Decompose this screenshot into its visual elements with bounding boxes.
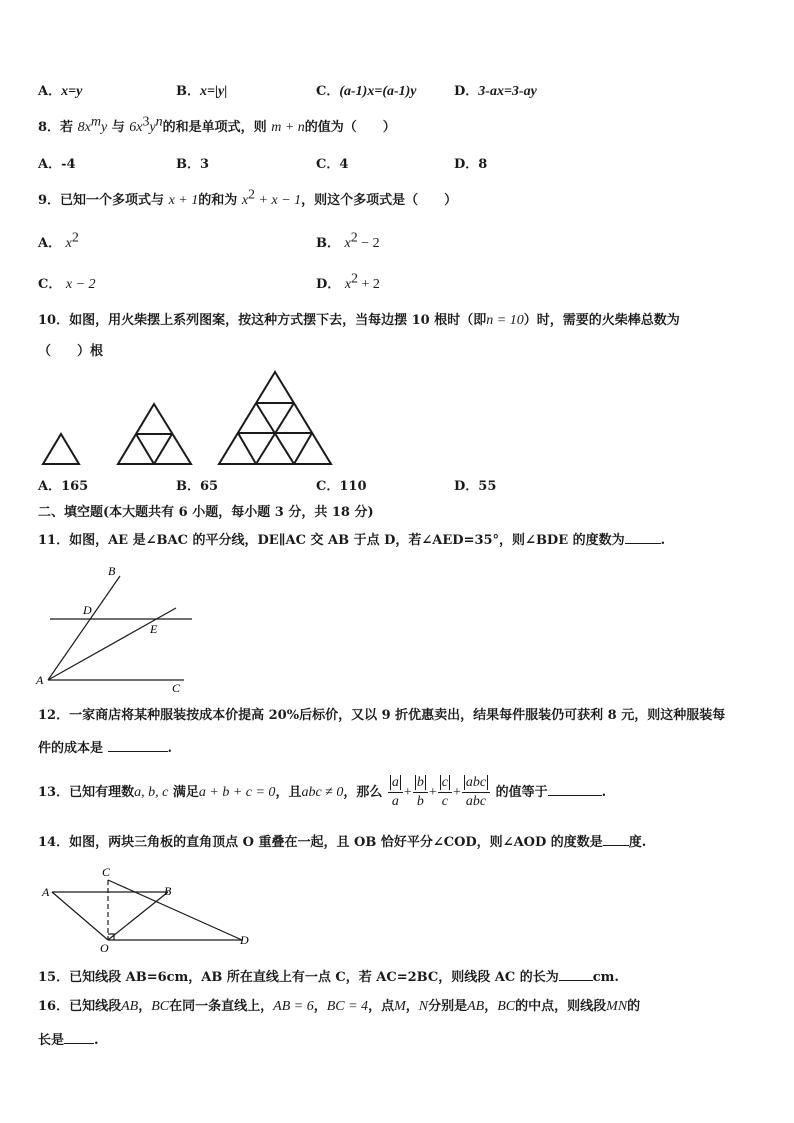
q12-stem-line1: 12．一家商店将某种服装按成本价提高 20%后标价，又以 9 折优惠卖出，结果每件服装仍可获利 8 元，则这种服装每 [38, 708, 726, 723]
label-a: A [36, 673, 44, 687]
q7-option-c: C．(a-1)x=(a-1)y [316, 84, 417, 99]
label-d: D [83, 603, 92, 617]
q9-option-c: C． x − 2 [38, 277, 96, 292]
q14-set-squares-figure [38, 862, 268, 954]
answer-blank [559, 968, 593, 981]
q9-stem: 9．已知一个多项式与 x + 1的和为 $x^2 + x - 1$，则这个多项式是（ ） [38, 187, 458, 208]
matchstick-triangles-figure [30, 366, 340, 472]
q10-stem: 10．如图，用火柴摆上系列图案，按这种方式摆下去，当每边摆 10 根时（即n = 10）时，需要的火柴棒总数为 [38, 313, 680, 328]
q8-stem: 8．若 $8x^my$ 与 $6x^3y^n$的和是单项式，则 m + n的值为（ ） [38, 114, 396, 135]
q16-stem: 16．已知线段AB，BC在同一条直线上，AB = 6，BC = 4，点M，N分别是AB，BC的中点，则线段MN的 [38, 999, 641, 1014]
q7-option-a: A．x=y [38, 84, 83, 99]
answer-blank [625, 531, 661, 544]
q8-option-d: D．8 [454, 157, 488, 172]
section-heading: 二、填空题(本大题共有 6 小题，每小题 3 分，共 18 分) [38, 505, 374, 520]
label-b: B [164, 884, 172, 898]
label-d: D [240, 933, 249, 947]
q10-option-d: D．55 [454, 479, 497, 494]
q11-angle-figure [34, 560, 204, 696]
triangle-n1 [43, 434, 79, 464]
answer-blank [64, 1031, 94, 1044]
fraction-c: $\frac{c}{c}$ [438, 774, 452, 811]
q10-option-a: A．165 [38, 479, 89, 494]
q13-stem: 13．已知有理数a, b, c 满足a + b + c = 0，且abc ≠ 0，那么 $\frac{a}{a}$ + $\frac{b}{b}$ + $\frac{c}{c}$ + $\frac{\text{abc}}{\text{abc}}$ 的值等于 . [38, 775, 607, 809]
q15-stem: 15．已知线段 AB=6cm，AB 所在直线上有一点 C，若 AC=2BC，则线段 AC 的长为 cm. [38, 970, 619, 985]
fraction-b: $\frac{b}{b}$ [413, 774, 428, 811]
fraction-abc: $\frac{\text{abc}}{\text{abc}}$ [462, 774, 490, 811]
q12-stem-line2: 件的成本是 . [38, 741, 173, 756]
triangle-n2 [118, 404, 191, 464]
q9-option-d: D． $x^2 + 2$ [316, 271, 380, 292]
triangle-n3 [219, 372, 331, 464]
q10-stem-line2: （ ）根 [38, 344, 104, 359]
q9-option-a: A． $x^2$ [38, 230, 79, 251]
answer-blank [548, 783, 602, 796]
label-c: C [172, 681, 181, 695]
q7-option-b: B．x=|y| [176, 84, 228, 99]
label-c: C [102, 865, 111, 879]
q11-stem: 11．如图，AE 是∠BAC 的平分线，DE∥AC 交 AB 于点 D，若∠AED=35°，则∠BDE 的度数为 . [38, 533, 666, 548]
q8-option-c: C．4 [316, 157, 349, 172]
answer-blank [603, 833, 629, 846]
q14-stem: 14．如图，两块三角板的直角顶点 O 重叠在一起，且 OB 恰好平分∠COD，则∠AOD 的度数是 度. [38, 835, 647, 850]
label-e: E [150, 622, 158, 636]
fraction-a: $\frac{a}{a}$ [388, 774, 403, 811]
q7-option-d: D．3-ax=3-ay [454, 84, 537, 99]
label-b: B [108, 564, 116, 578]
q9-option-b: B． $x^2 - 2$ [316, 230, 380, 251]
label-a: A [42, 885, 50, 899]
q10-option-c: C．110 [316, 479, 367, 494]
q10-option-b: B．65 [176, 479, 219, 494]
label-o: O [100, 941, 109, 954]
q16-stem-line2: 长是 . [38, 1033, 99, 1048]
answer-blank [108, 739, 168, 752]
q8-option-a: A．-4 [38, 157, 76, 172]
q8-option-b: B．3 [176, 157, 210, 172]
